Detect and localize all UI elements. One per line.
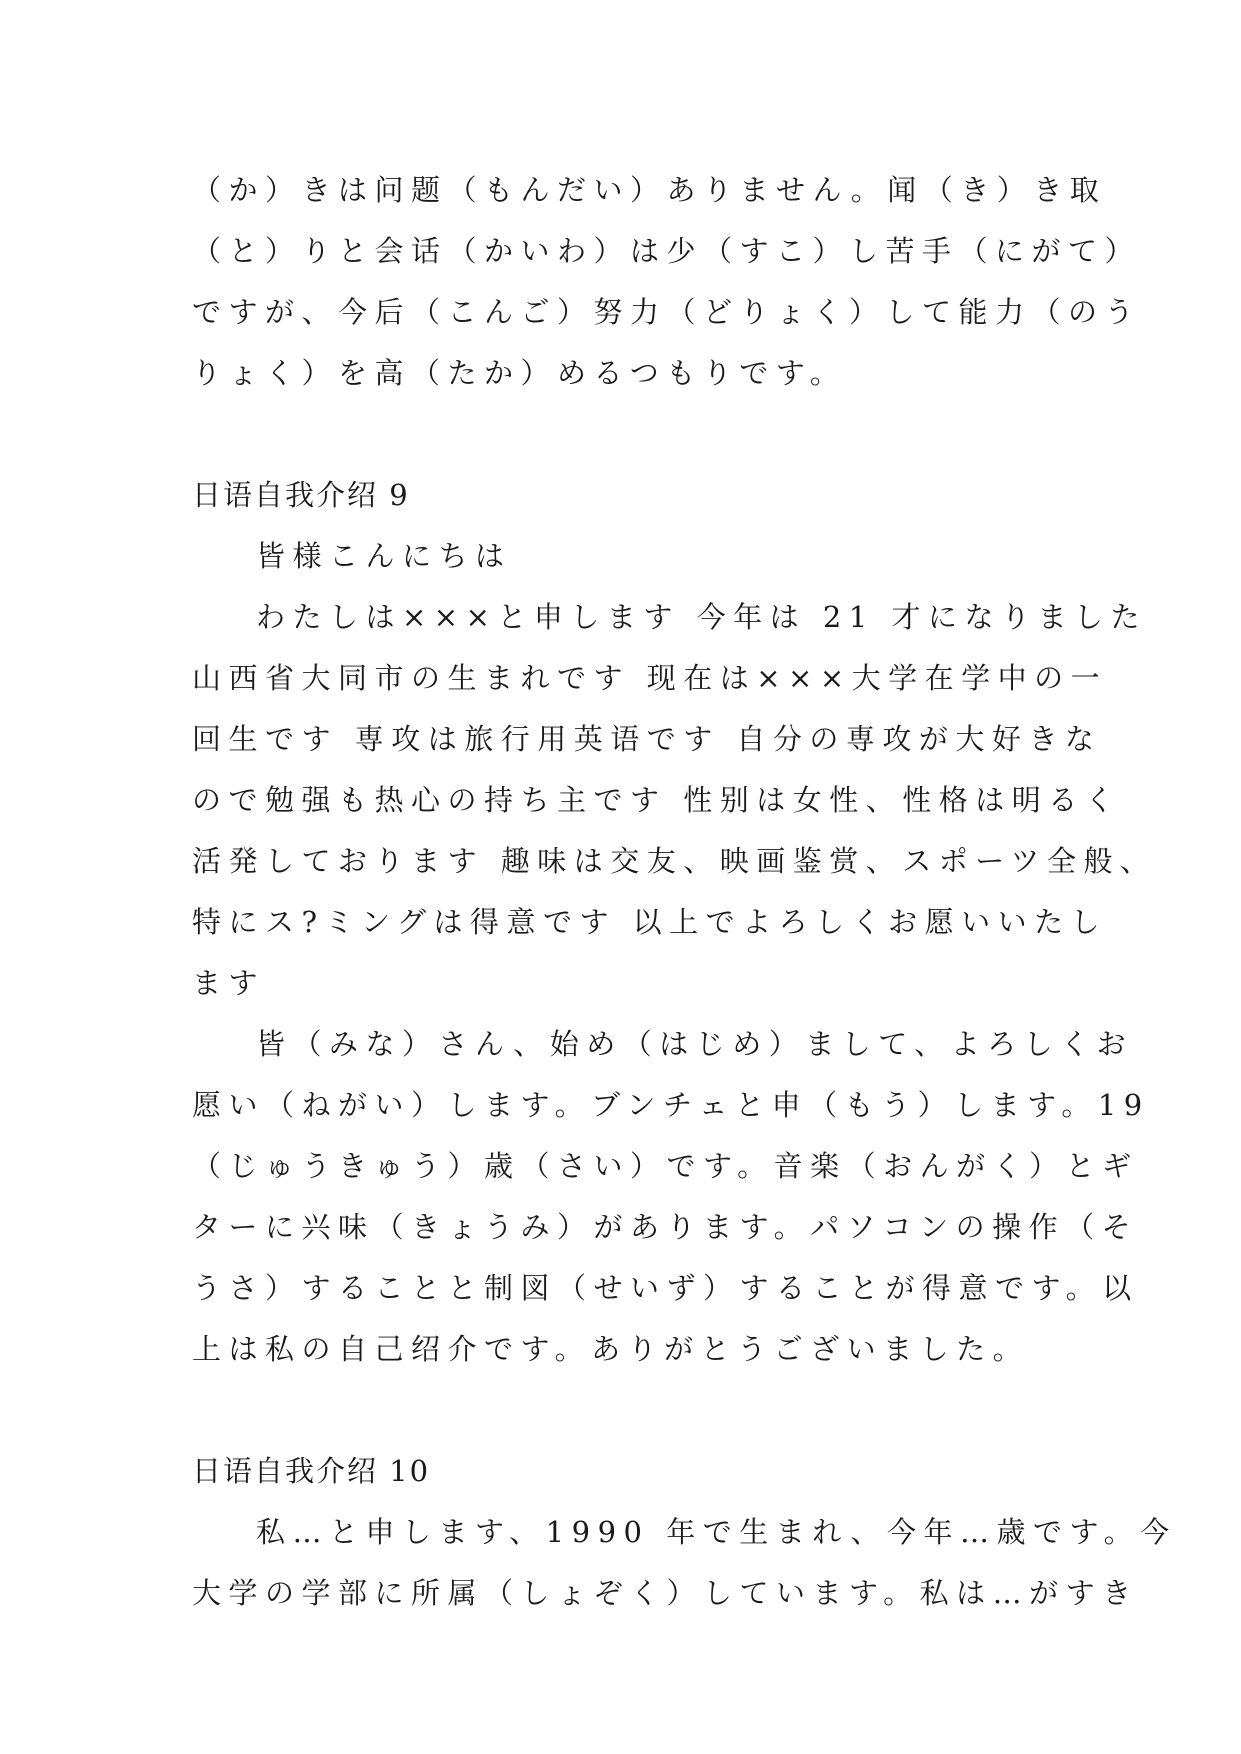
text-line: 活発しております 趣味は交友、映画鉴赏、スポーツ全般、	[192, 844, 1157, 878]
paragraph	[192, 1014, 1150, 1380]
text-line: わたしは×××と申します 今年は 21 才になりました	[256, 600, 1147, 634]
text-line: うさ）することと制図（せいず）することが得意です。以	[192, 1271, 1139, 1305]
document-page	[192, 160, 1177, 1624]
section-gap	[192, 404, 1072, 465]
text-line: 特にス?ミングは得意です 以上でよろしくお愿いいたし	[192, 905, 1108, 939]
text-line: 上は私の自己绍介です。ありがとうございました。	[192, 1332, 1030, 1366]
section-heading: 日语自我介绍 9	[192, 478, 410, 512]
text-line: りょく）を高（たか）めるつもりです。	[192, 356, 847, 390]
text-line: 山西省大同市の生まれです 现在は×××大学在学中の一	[192, 661, 1108, 695]
paragraph	[192, 1502, 1177, 1624]
text-line: ます	[192, 966, 266, 1000]
text-line: 大学の学部に所属（しょぞく）しています。私は…がすき	[192, 1576, 1139, 1610]
greeting-line: 皆様こんにちは	[256, 539, 512, 573]
text-line: （じゅうきゅう）歳（さい）です。音楽（おんがく）とギ	[192, 1149, 1139, 1183]
text-line: ですが、今后（こんご）努力（どりょく）して能力（のう	[192, 295, 1142, 329]
section-gap	[192, 1380, 1072, 1441]
section-heading: 日语自我介绍 10	[192, 1454, 431, 1488]
paragraph	[192, 587, 1157, 1014]
text-line: ターに兴味（きょうみ）があります。パソコンの操作（そ	[192, 1210, 1139, 1244]
text-line: 皆（みな）さん、始め（はじめ）まして、よろしくお	[256, 1027, 1134, 1061]
text-line: ので勉强も热心の持ち主です 性别は女性、性格は明るく	[192, 783, 1122, 817]
text-line: 回生です 専攻は旅行用英语です 自分の専攻が大好きな	[192, 722, 1102, 756]
previous-section-tail	[192, 160, 1142, 404]
section-10	[192, 1441, 1177, 1624]
text-line: 私…と申します、1990 年で生まれ、今年…歳です。今	[256, 1515, 1177, 1549]
section-9	[192, 465, 1157, 1380]
text-line: （と）りと会话（かいわ）は少（すこ）し苦手（にがて）	[192, 234, 1142, 268]
text-line: 愿い（ねがい）します。ブンチェと申（もう）します。19	[192, 1088, 1150, 1122]
text-line: （か）きは问题（もんだい）ありません。闻（き）き取	[192, 173, 1107, 207]
